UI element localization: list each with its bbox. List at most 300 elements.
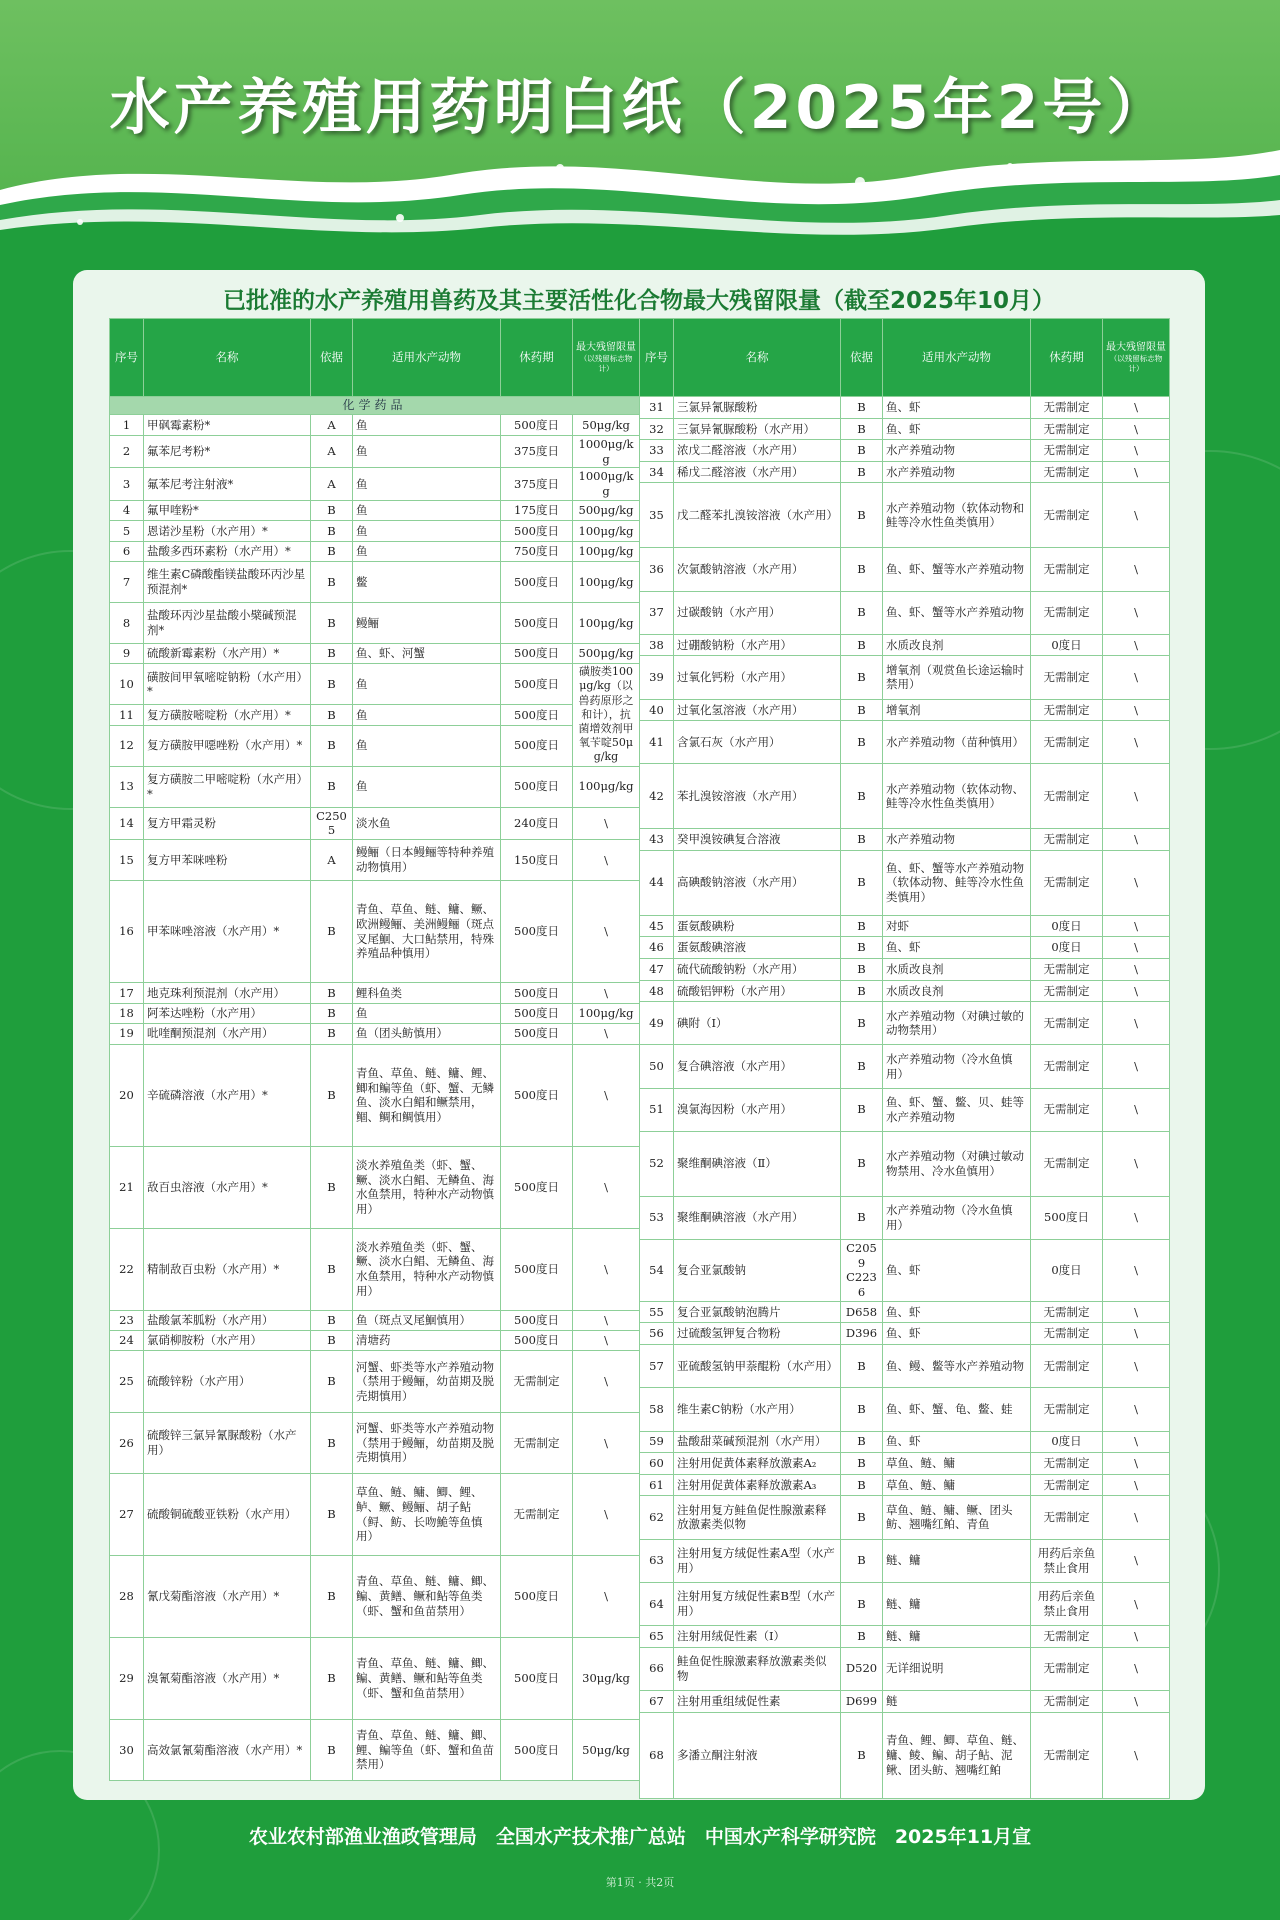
row-withdrawal: 500度日	[501, 521, 573, 541]
row-withdrawal: 0度日	[1031, 1431, 1103, 1453]
row-withdrawal: 无需制定	[1031, 397, 1103, 419]
row-name: 苯扎溴铵溶液（水产用）	[674, 764, 841, 829]
row-name: 蛋氨酸碘溶液	[674, 937, 841, 959]
row-withdrawal: 500度日	[501, 1331, 573, 1351]
row-withdrawal: 500度日	[1031, 1196, 1103, 1239]
row-animals: 增氧剂	[883, 699, 1031, 721]
row-name: 注射用复方鲑鱼促性腺激素释放激素类似物	[674, 1496, 841, 1539]
header-mrl-main: 最大残留限量	[576, 341, 636, 353]
row-name: 戊二醛苯扎溴铵溶液（水产用）	[674, 483, 841, 548]
row-withdrawal: 500度日	[501, 415, 573, 435]
row-withdrawal: 无需制定	[501, 1351, 573, 1412]
row-no: 40	[640, 699, 674, 721]
row-animals: 鱼、鳗、鳖等水产养殖动物	[883, 1345, 1031, 1388]
row-withdrawal: 500度日	[501, 1637, 573, 1719]
row-no: 63	[640, 1539, 674, 1582]
row-no: 24	[110, 1331, 144, 1351]
row-withdrawal: 500度日	[501, 1228, 573, 1310]
row-basis: B	[311, 602, 353, 643]
table-row	[640, 634, 1170, 656]
row-animals: 鱼、虾	[883, 1431, 1031, 1453]
row-basis: B	[311, 1351, 353, 1412]
row-name: 维生素C磷酸酯镁盐酸环丙沙星预混剂*	[144, 562, 311, 603]
row-name: 注射用促黄体素释放激素A₂	[674, 1453, 841, 1475]
row-name: 维生素C钠粉（水产用）	[674, 1388, 841, 1431]
row-name: 注射用复方绒促性素A型（水产用）	[674, 1539, 841, 1582]
row-withdrawal: 无需制定	[1031, 1626, 1103, 1648]
row-no: 65	[640, 1626, 674, 1648]
row-withdrawal: 无需制定	[1031, 656, 1103, 699]
row-name: 注射用重组绒促性素	[674, 1690, 841, 1712]
row-withdrawal: 无需制定	[1031, 721, 1103, 764]
row-no: 56	[640, 1323, 674, 1345]
row-withdrawal: 无需制定	[1031, 1045, 1103, 1088]
row-name: 辛硫磷溶液（水产用）*	[144, 1044, 311, 1146]
row-withdrawal: 500度日	[501, 1556, 573, 1638]
row-name: 甲苯咪唑溶液（水产用）*	[144, 880, 311, 982]
row-basis: B	[311, 766, 353, 807]
row-mrl: \	[1103, 397, 1170, 419]
row-withdrawal: 375度日	[501, 435, 573, 467]
row-no: 59	[640, 1431, 674, 1453]
row-mrl: \	[1103, 699, 1170, 721]
row-name: 硫酸锌三氯异氰脲酸粉（水产用）	[144, 1412, 311, 1473]
row-withdrawal: 500度日	[501, 725, 573, 766]
drug-table-right	[639, 318, 1170, 1799]
row-basis: C2059 C2236	[841, 1239, 883, 1301]
row-withdrawal: 无需制定	[1031, 1388, 1103, 1431]
row-basis: B	[311, 705, 353, 725]
row-animals: 鳗鲡	[353, 602, 501, 643]
table-row	[640, 1582, 1170, 1625]
row-mrl: \	[1103, 1088, 1170, 1131]
row-withdrawal: 无需制定	[1031, 418, 1103, 440]
table-row	[110, 1310, 640, 1330]
row-name: 复合碘溶液（水产用）	[674, 1045, 841, 1088]
table-row	[110, 725, 640, 766]
row-no: 8	[110, 602, 144, 643]
row-name: 复方甲霜灵粉	[144, 807, 311, 839]
table-row	[640, 418, 1170, 440]
header-no: 序号	[110, 319, 144, 397]
row-basis: B	[841, 656, 883, 699]
row-mrl: \	[1103, 440, 1170, 462]
table-row	[110, 1331, 640, 1351]
row-mrl: 30μg/kg	[573, 1637, 640, 1719]
row-withdrawal: 375度日	[501, 468, 573, 500]
header-mrl-note: （以残留标志物计）	[1109, 354, 1163, 373]
row-no: 3	[110, 468, 144, 500]
row-withdrawal: 无需制定	[1031, 1690, 1103, 1712]
row-withdrawal: 无需制定	[1031, 461, 1103, 483]
row-basis: B	[311, 1412, 353, 1473]
row-name: 注射用复方绒促性素B型（水产用）	[674, 1582, 841, 1625]
row-mrl: \	[1103, 1131, 1170, 1196]
row-animals: 鱼	[353, 664, 501, 705]
row-mrl: \	[1103, 1239, 1170, 1301]
row-no: 10	[110, 664, 144, 705]
row-mrl: 100μg/kg	[573, 562, 640, 603]
row-mrl: 50μg/kg	[573, 415, 640, 435]
table-row	[110, 1556, 640, 1638]
row-name: 三氯异氰脲酸粉	[674, 397, 841, 419]
row-withdrawal: 无需制定	[1031, 1647, 1103, 1690]
table-row	[640, 1088, 1170, 1131]
row-animals: 鲢、鳙	[883, 1582, 1031, 1625]
row-no: 17	[110, 983, 144, 1003]
row-basis: B	[841, 1088, 883, 1131]
row-basis: B	[311, 1637, 353, 1719]
row-animals: 鱼、虾、蟹等水产养殖动物	[883, 591, 1031, 634]
row-basis: B	[841, 850, 883, 915]
table-row	[640, 1474, 1170, 1496]
table-row	[110, 435, 640, 467]
row-no: 2	[110, 435, 144, 467]
row-withdrawal: 500度日	[501, 664, 573, 705]
row-name: 精制敌百虫粉（水产用）*	[144, 1228, 311, 1310]
row-name: 鲑鱼促性腺激素释放激素类似物	[674, 1647, 841, 1690]
row-no: 23	[110, 1310, 144, 1330]
row-mrl: \	[573, 840, 640, 881]
row-no: 13	[110, 766, 144, 807]
row-no: 22	[110, 1228, 144, 1310]
row-mrl: \	[573, 1331, 640, 1351]
row-animals: 河蟹、虾类等水产养殖动物（禁用于鳗鲡，幼苗期及脱壳期慎用）	[353, 1351, 501, 1412]
row-no: 62	[640, 1496, 674, 1539]
table-row	[110, 1412, 640, 1473]
row-mrl: \	[1103, 1301, 1170, 1323]
row-mrl: \	[1103, 1045, 1170, 1088]
row-withdrawal: 无需制定	[1031, 1002, 1103, 1045]
header-name: 名称	[144, 319, 311, 397]
row-name: 硫酸新霉素粉（水产用）*	[144, 643, 311, 663]
row-no: 36	[640, 548, 674, 591]
row-basis: B	[841, 1131, 883, 1196]
row-no: 51	[640, 1088, 674, 1131]
row-no: 55	[640, 1301, 674, 1323]
row-basis: B	[841, 397, 883, 419]
row-mrl: 100μg/kg	[573, 766, 640, 807]
table-row	[640, 1539, 1170, 1582]
row-name: 氰戊菊酯溶液（水产用）*	[144, 1556, 311, 1638]
row-withdrawal: 500度日	[501, 602, 573, 643]
row-basis: B	[311, 1146, 353, 1228]
row-name: 聚维酮碘溶液（水产用）	[674, 1196, 841, 1239]
row-animals: 鱼、虾	[883, 1239, 1031, 1301]
row-no: 54	[640, 1239, 674, 1301]
row-name: 硫代硫酸钠粉（水产用）	[674, 958, 841, 980]
table-row	[110, 880, 640, 982]
row-no: 31	[640, 397, 674, 419]
table-row	[640, 980, 1170, 1002]
row-no: 57	[640, 1345, 674, 1388]
row-mrl: \	[1103, 1453, 1170, 1475]
row-withdrawal: 用药后亲鱼禁止食用	[1031, 1539, 1103, 1582]
row-no: 4	[110, 500, 144, 520]
table-row	[110, 807, 640, 839]
row-mrl: \	[573, 1024, 640, 1044]
table-row	[110, 1044, 640, 1146]
row-basis: B	[311, 541, 353, 561]
table-row	[110, 541, 640, 561]
row-mrl: \	[573, 1412, 640, 1473]
row-animals: 鱼、虾、河蟹	[353, 643, 501, 663]
table-row	[640, 1345, 1170, 1388]
row-mrl: \	[1103, 980, 1170, 1002]
row-animals: 鱼	[353, 468, 501, 500]
row-name: 溴氰菊酯溶液（水产用）*	[144, 1637, 311, 1719]
row-basis: B	[841, 1431, 883, 1453]
row-animals: 鱼、虾、蟹等水产养殖动物	[883, 548, 1031, 591]
row-basis: B	[841, 1712, 883, 1798]
row-no: 33	[640, 440, 674, 462]
row-animals: 对虾	[883, 915, 1031, 937]
row-no: 67	[640, 1690, 674, 1712]
row-animals: 鱼、虾	[883, 397, 1031, 419]
row-name: 氯硝柳胺粉（水产用）	[144, 1331, 311, 1351]
row-animals: 淡水鱼	[353, 807, 501, 839]
row-mrl: 1000μg/kg	[573, 435, 640, 467]
row-animals: 清塘药	[353, 1331, 501, 1351]
table-row	[640, 958, 1170, 980]
row-no: 29	[110, 1637, 144, 1719]
row-name: 三氯异氰脲酸粉（水产用）	[674, 418, 841, 440]
row-withdrawal: 无需制定	[1031, 699, 1103, 721]
row-withdrawal: 无需制定	[1031, 1496, 1103, 1539]
row-mrl: \	[1103, 1712, 1170, 1798]
row-mrl: \	[1103, 634, 1170, 656]
row-mrl: 100μg/kg	[573, 541, 640, 561]
table-row	[640, 937, 1170, 959]
row-no: 49	[640, 1002, 674, 1045]
table-row	[110, 415, 640, 435]
row-no: 64	[640, 1582, 674, 1625]
row-no: 50	[640, 1045, 674, 1088]
row-name: 复方磺胺嘧啶粉（水产用）*	[144, 705, 311, 725]
row-mrl: \	[1103, 958, 1170, 980]
row-animals: 草鱼、鲢、鳙	[883, 1474, 1031, 1496]
row-name: 复方甲苯咪唑粉	[144, 840, 311, 881]
row-no: 44	[640, 850, 674, 915]
row-animals: 鱼、虾、蟹、鳖、贝、蛙等水产养殖动物	[883, 1088, 1031, 1131]
row-name: 氟苯尼考粉*	[144, 435, 311, 467]
table-row	[640, 699, 1170, 721]
row-no: 11	[110, 705, 144, 725]
table-row	[640, 440, 1170, 462]
row-no: 7	[110, 562, 144, 603]
row-basis: D520	[841, 1647, 883, 1690]
row-name: 复合亚氯酸钠	[674, 1239, 841, 1301]
row-withdrawal: 500度日	[501, 1146, 573, 1228]
table-row	[640, 721, 1170, 764]
table-row	[640, 1323, 1170, 1345]
header-no: 序号	[640, 319, 674, 397]
row-basis: B	[841, 699, 883, 721]
content-panel	[73, 270, 1205, 1800]
row-withdrawal: 500度日	[501, 562, 573, 603]
table-row	[640, 1647, 1170, 1690]
row-no: 32	[640, 418, 674, 440]
row-withdrawal: 0度日	[1031, 915, 1103, 937]
row-name: 含氯石灰（水产用）	[674, 721, 841, 764]
row-name: 敌百虫溶液（水产用）*	[144, 1146, 311, 1228]
row-no: 34	[640, 461, 674, 483]
wave-decoration	[0, 130, 1280, 270]
table-row	[110, 643, 640, 663]
row-basis: B	[311, 1044, 353, 1146]
row-basis: B	[841, 1196, 883, 1239]
row-name: 氟苯尼考注射液*	[144, 468, 311, 500]
row-no: 18	[110, 1003, 144, 1023]
table-row	[110, 1146, 640, 1228]
row-no: 26	[110, 1412, 144, 1473]
row-mrl: 500μg/kg	[573, 643, 640, 663]
row-mrl: \	[1103, 418, 1170, 440]
row-animals: 淡水养殖鱼类（虾、蟹、鳜、淡水白鲳、无鳞鱼、海水鱼禁用，特种水产动物慎用）	[353, 1228, 501, 1310]
table-row	[110, 1719, 640, 1780]
row-name: 氟甲喹粉*	[144, 500, 311, 520]
row-name: 浓戊二醛溶液（水产用）	[674, 440, 841, 462]
row-animals: 青鱼、草鱼、鲢、鳙、鲤、鲫和鳊等鱼（虾、蟹、无鳞鱼、淡水白鲳和鳜禁用，鲴、鲷和鲷慎用）	[353, 1044, 501, 1146]
row-basis: A	[311, 468, 353, 500]
row-mrl: \	[1103, 721, 1170, 764]
table-row	[640, 915, 1170, 937]
row-basis: B	[841, 1345, 883, 1388]
row-withdrawal: 0度日	[1031, 1239, 1103, 1301]
row-animals: 鱼（斑点叉尾鮰慎用）	[353, 1310, 501, 1330]
row-withdrawal: 500度日	[501, 983, 573, 1003]
row-name: 聚维酮碘溶液（Ⅱ）	[674, 1131, 841, 1196]
row-withdrawal: 无需制定	[1031, 958, 1103, 980]
row-withdrawal: 无需制定	[1031, 440, 1103, 462]
table-row	[640, 1301, 1170, 1323]
row-withdrawal: 无需制定	[1031, 1088, 1103, 1131]
row-basis: B	[311, 983, 353, 1003]
table-row	[110, 983, 640, 1003]
row-animals: 河蟹、虾类等水产养殖动物（禁用于鳗鲡，幼苗期及脱壳期慎用）	[353, 1412, 501, 1473]
row-mrl: \	[1103, 1196, 1170, 1239]
drug-table-left	[109, 318, 640, 1781]
row-no: 60	[640, 1453, 674, 1475]
row-basis: B	[841, 591, 883, 634]
row-mrl: \	[1103, 1626, 1170, 1648]
row-withdrawal: 500度日	[501, 1310, 573, 1330]
row-name: 阿苯达唑粉（水产用）	[144, 1003, 311, 1023]
row-animals: 水产养殖动物（软体动物和鲑等冷水性鱼类慎用）	[883, 483, 1031, 548]
row-mrl: \	[573, 807, 640, 839]
row-basis: B	[311, 643, 353, 663]
row-animals: 水质改良剂	[883, 634, 1031, 656]
row-basis: B	[311, 1024, 353, 1044]
row-name: 癸甲溴铵碘复合溶液	[674, 829, 841, 851]
row-name: 硫酸锌粉（水产用）	[144, 1351, 311, 1412]
table-row	[640, 1496, 1170, 1539]
header-withdrawal: 休药期	[501, 319, 573, 397]
row-no: 15	[110, 840, 144, 881]
row-withdrawal: 无需制定	[501, 1474, 573, 1556]
row-animals: 鱼	[353, 725, 501, 766]
row-animals: 青鱼、草鱼、鲢、鳙、鲫、鲤、鳊等鱼（虾、蟹和鱼苗禁用）	[353, 1719, 501, 1780]
row-basis: B	[841, 937, 883, 959]
table-row	[640, 397, 1170, 419]
table-row	[110, 602, 640, 643]
row-animals: 鱼、虾	[883, 418, 1031, 440]
header-animals: 适用水产动物	[883, 319, 1031, 397]
table-row	[640, 548, 1170, 591]
row-basis: A	[311, 415, 353, 435]
row-name: 过硫酸氢钾复合物粉	[674, 1323, 841, 1345]
row-basis: B	[841, 915, 883, 937]
row-name: 盐酸多西环素粉（水产用）*	[144, 541, 311, 561]
table-row	[640, 1045, 1170, 1088]
row-basis: B	[311, 1310, 353, 1330]
row-withdrawal: 无需制定	[1031, 1131, 1103, 1196]
row-withdrawal: 无需制定	[1031, 591, 1103, 634]
row-no: 42	[640, 764, 674, 829]
header-mrl	[573, 319, 640, 397]
row-animals: 青鱼、草鱼、鲢、鳙、鲫、鳊、黄鳝、鳜和鲇等鱼类（虾、蟹和鱼苗禁用）	[353, 1637, 501, 1719]
table-row	[640, 1388, 1170, 1431]
table-row	[640, 1196, 1170, 1239]
row-basis: B	[841, 980, 883, 1002]
row-no: 28	[110, 1556, 144, 1638]
row-name: 亚硫酸氢钠甲萘醌粉（水产用）	[674, 1345, 841, 1388]
row-animals: 鱼、虾	[883, 937, 1031, 959]
row-name: 复方磺胺二甲嘧啶粉（水产用）*	[144, 766, 311, 807]
row-name: 溴氯海因粉（水产用）	[674, 1088, 841, 1131]
table-row	[640, 1131, 1170, 1196]
row-animals: 草鱼、鲢、鳙、鲫、鲤、鲈、鳜、鳗鲡、胡子鲇（鲟、鲂、长吻鮠等鱼慎用）	[353, 1474, 501, 1556]
issuer-footer: 农业农村部渔业渔政管理局 全国水产技术推广总站 中国水产科学研究院 2025年11月宣	[248, 1826, 1032, 1848]
row-no: 38	[640, 634, 674, 656]
table-row	[110, 1351, 640, 1412]
row-no: 58	[640, 1388, 674, 1431]
row-withdrawal: 无需制定	[501, 1412, 573, 1473]
row-name: 吡喹酮预混剂（水产用）	[144, 1024, 311, 1044]
row-withdrawal: 无需制定	[1031, 1301, 1103, 1323]
row-mrl: \	[1103, 1496, 1170, 1539]
row-name: 盐酸甜菜碱预混剂（水产用）	[674, 1431, 841, 1453]
header-basis: 依据	[311, 319, 353, 397]
row-name: 恩诺沙星粉（水产用）*	[144, 521, 311, 541]
table-row	[110, 1637, 640, 1719]
row-mrl: \	[573, 880, 640, 982]
table-row	[110, 1228, 640, 1310]
table-title: 已批准的水产养殖用兽药及其主要活性化合物最大残留限量（截至2025年10月）	[222, 288, 1056, 314]
row-basis: B	[841, 418, 883, 440]
row-no: 16	[110, 880, 144, 982]
header-name: 名称	[674, 319, 841, 397]
row-basis: B	[841, 1496, 883, 1539]
header-mrl-note: （以残留标志物计）	[579, 354, 633, 373]
row-no: 41	[640, 721, 674, 764]
row-animals: 草鱼、鲢、鳙	[883, 1453, 1031, 1475]
row-name: 高效氯氰菊酯溶液（水产用）*	[144, 1719, 311, 1780]
row-mrl: \	[1103, 1474, 1170, 1496]
row-withdrawal: 无需制定	[1031, 980, 1103, 1002]
row-no: 12	[110, 725, 144, 766]
row-withdrawal: 500度日	[501, 1003, 573, 1023]
table-row	[110, 1003, 640, 1023]
row-basis: A	[311, 435, 353, 467]
table-row	[640, 1712, 1170, 1798]
table-row	[110, 1474, 640, 1556]
row-animals: 鱼、虾、蟹、龟、鳖、蛙	[883, 1388, 1031, 1431]
row-withdrawal: 500度日	[501, 1024, 573, 1044]
row-mrl: \	[1103, 1690, 1170, 1712]
row-mrl: \	[1103, 937, 1170, 959]
header-mrl-main: 最大残留限量	[1106, 341, 1166, 353]
